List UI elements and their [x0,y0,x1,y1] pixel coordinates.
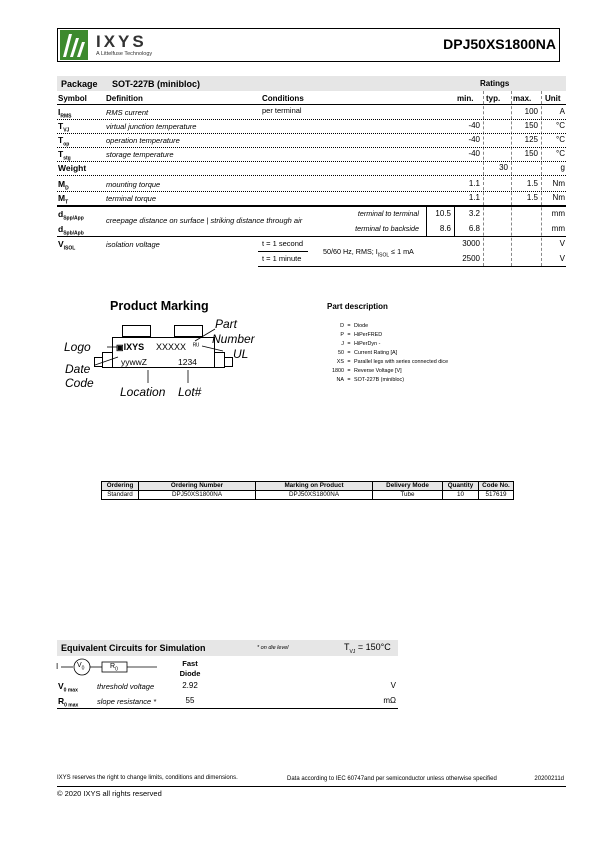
col-min: min. [457,94,474,103]
ordering-table [101,481,514,500]
table-cell: 517619 [479,491,514,500]
list-item-value: Current Rating [A] [354,350,398,356]
list-item-key: 1800 [332,368,344,374]
iso-min-1: 3000 [462,239,480,248]
marking-logo: ▣IXYS [116,342,145,352]
creep-cond-2: terminal to backside [355,224,419,233]
label-code: Code [65,376,94,390]
list-item [320,350,397,356]
list-item-key: D [340,323,344,329]
rating-definition: RMS current [106,108,149,117]
list-item [320,377,404,383]
creep-min-2: 6.8 [468,224,480,233]
list-item-value: HiPerFRED [354,332,383,338]
rating-unit: Nm [552,179,565,188]
marking-date: yywwZ [121,357,147,367]
iso-definition: isolation voltage [106,240,160,249]
list-item-value: Diode [354,323,369,329]
equivalent-bottom-rule [57,708,398,709]
ordering-header: Quantity [443,482,479,491]
table-cell: DPJ50XS1800NA [256,491,373,500]
rating-definition: mounting torque [106,180,161,189]
table-bottom-rule [258,266,566,267]
creep-symbol-1: $d_{Spp/App}$ [58,209,84,222]
equivalent-note: * on die level [257,645,289,651]
eq-col-head-2: Diode [179,669,201,678]
rating-min: 1.1 [468,179,480,188]
page-title: DPJ50XS1800NA [443,36,556,52]
col-symbol: Symbol [58,94,87,103]
rating-max: 150 [524,149,538,158]
list-item [320,341,380,347]
rating-symbol: Weight [58,163,87,173]
row-rule [57,147,566,148]
label-location: Location [120,385,166,399]
row-rule [57,175,566,176]
list-item-separator: = [347,359,351,365]
footer-date-code: 20200211d [534,776,564,782]
table-cell: Standard [102,491,139,500]
row-rule [258,251,308,252]
rating-max: 1.5 [526,193,538,202]
rating-max: 1.5 [526,179,538,188]
col-max: max. [513,94,532,103]
iso-cond-2: t = 1 minute [262,254,302,263]
label-part: Part [215,317,238,331]
rating-unit: Nm [552,193,565,202]
list-item-separator: = [347,377,351,383]
row-rule [57,191,566,192]
list-item-separator: = [347,323,351,329]
iso-min-2: 2500 [462,254,480,263]
iso-unit-2: V [559,254,565,263]
list-item-key: XS [336,359,344,365]
list-item-key: P [340,332,344,338]
row-rule [57,236,566,237]
eq-value: 2.92 [182,681,198,690]
list-item-value: Reverse Voltage [V] [354,368,402,374]
footer-copyright: © 2020 IXYS all rights reserved [57,789,162,798]
circuit-i-label: I [56,662,59,671]
list-item-separator: = [347,350,351,356]
creep-val-2: 8.6 [439,224,451,233]
rating-unit: °C [556,121,565,130]
table-row [102,491,514,500]
label-number: Number [212,332,255,346]
footer-rights: IXYS reserves the right to change limits, conditions and dimensions. [57,775,238,781]
ordering-header: Delivery Mode [373,482,443,491]
eq-unit: mΩ [383,696,396,705]
rating-definition: storage temperature [106,150,174,159]
eq-symbol: $V_{0 max}$ [58,681,78,694]
rating-min: -40 [468,121,480,130]
row-rule [57,206,566,207]
eq-definition: threshold voltage [97,682,155,691]
creep-symbol-2: $d_{Spb/Apb}$ [58,224,84,237]
circuit-v0-label: $V_0$ [77,662,85,672]
row-rule [57,161,566,162]
eq-col-head-1: Fast [182,659,198,668]
rating-max: 100 [524,107,538,116]
rating-symbol: $T_{stg}$ [58,149,71,162]
label-date: Date [65,362,91,376]
list-item [320,323,368,329]
ordering-header: Marking on Product [256,482,373,491]
iso-symbol: $V_{ISOL}$ [58,239,76,252]
rating-symbol: $I_{RMS}$ [58,107,72,120]
rating-typ: 30 [499,163,508,172]
iso-cond-shared: 50/60 Hz, RMS; $I_{ISOL} \le 1$ mA [323,247,414,259]
equivalent-tvj: $T_{VJ} = 150^\circ C$ [344,642,391,655]
rating-symbol: $T_{op}$ [58,135,70,148]
rating-condition: per terminal [262,106,302,115]
list-item [320,332,382,338]
list-item-value: HiPerDyn - [354,341,381,347]
eq-symbol: $R_{0 max}$ [58,696,79,709]
list-item-separator: = [347,368,351,374]
rating-max: 150 [524,121,538,130]
creep-unit-2: mm [551,224,565,233]
logo-tagline: A Littelfuse Technology [96,51,153,57]
eq-value: 55 [185,696,195,705]
rating-min: -40 [468,135,480,144]
list-item-separator: = [347,341,351,347]
list-item-key: J [341,341,344,347]
col-definition: Definition [106,94,143,103]
row-rule [57,119,566,120]
label-lot: Lot# [178,385,202,399]
col-unit: Unit [545,94,561,103]
table-rule [57,104,566,105]
equivalent-title: Equivalent Circuits for Simulation [61,643,206,653]
marking-title: Product Marking [110,299,209,313]
ordering-header-row [102,482,514,491]
row-rule [57,133,566,134]
ixys-logo-icon [60,30,88,60]
ratings-band [454,76,566,91]
col-conditions: Conditions [262,94,304,103]
ordering-header: Ordering [102,482,139,491]
ordering-header: Code No. [479,482,514,491]
col-separator [483,91,484,266]
footer-rule [57,786,566,787]
rating-definition: operation temperature [106,136,180,145]
label-ul: UL [233,347,249,361]
circuit-r0-label: $R_0$ [110,663,118,673]
rating-max: 125 [524,135,538,144]
part-description-title: Part description [327,302,388,311]
eq-unit: V [390,681,396,690]
ordering-header: Ordering Number [139,482,256,491]
rating-unit: °C [556,149,565,158]
rating-unit: °C [556,135,565,144]
rating-symbol: $M_D$ [58,179,69,192]
creep-val-1: 10.5 [435,209,451,218]
label-logo: Logo [64,340,91,354]
rating-unit: g [560,163,565,172]
creep-definition: creepage distance on surface | striking distance through air [106,216,303,225]
ul-mark-icon: ᴿᵁ [193,343,200,350]
iso-unit-1: V [559,239,565,248]
list-item-separator: = [347,332,351,338]
logo-brand: IXYS [96,32,147,51]
iso-cond-1: t = 1 second [262,239,304,248]
marking-lot: 1234 [178,357,197,367]
rating-definition: virtual junction temperature [106,122,197,131]
package-value: SOT-227B (minibloc) [112,79,201,89]
rating-min: 1.1 [468,193,480,202]
rating-symbol: $M_T$ [58,193,69,206]
creep-min-1: 3.2 [468,209,480,218]
creep-unit-1: mm [551,209,565,218]
table-cell: 10 [443,491,479,500]
rating-min: -40 [468,149,480,158]
list-item-key: NA [336,377,344,383]
list-item-value: SOT-227B (minibloc) [354,377,405,383]
package-label: Package [61,79,98,89]
list-item-value: Parallel legs with series connected dice [354,359,449,365]
table-cell: Tube [373,491,443,500]
eq-definition: slope resistance * [97,697,157,706]
footer-data-note: Data according to IEC 60747and per semiconductor unless otherwise specified [287,776,497,782]
creep-cond-1: terminal to terminal [357,209,419,218]
rating-unit: A [559,107,565,116]
rating-symbol: $T_{VJ}$ [58,121,70,134]
table-cell: DPJ50XS1800NA [139,491,256,500]
marking-part: XXXXX [156,342,187,352]
list-item [320,368,402,374]
col-typ: typ. [486,94,501,103]
rating-definition: terminal torque [106,194,157,203]
ratings-label: Ratings [480,79,510,88]
list-item-key: 50 [338,350,344,356]
list-item [320,359,448,365]
